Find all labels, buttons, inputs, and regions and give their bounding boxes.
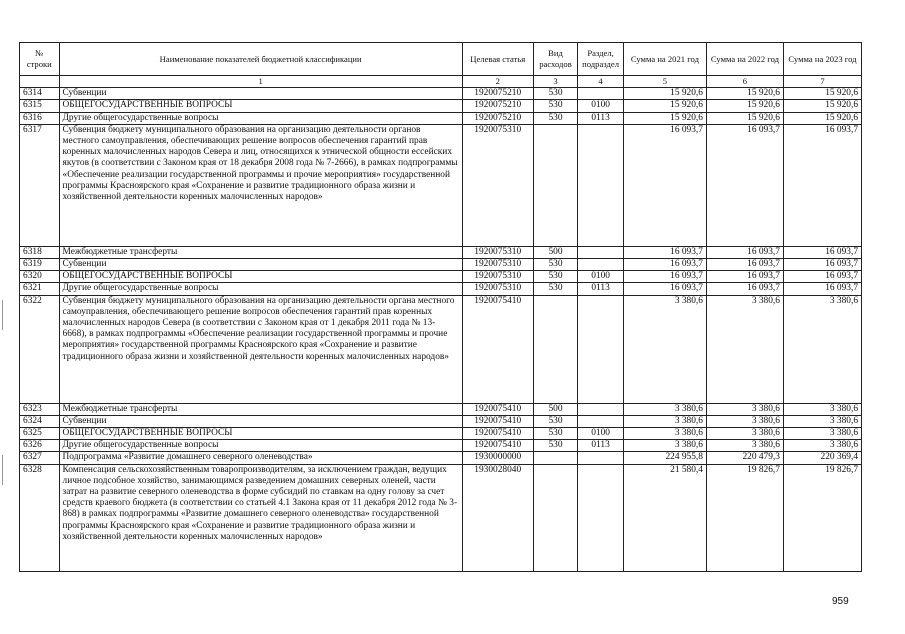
row-number: 6315: [20, 100, 60, 112]
row-sum-2023: 16 093,7: [783, 283, 861, 295]
table-row: [20, 452, 862, 464]
table-row: [20, 124, 862, 246]
row-section: [578, 246, 624, 258]
row-number: 6325: [20, 428, 60, 440]
row-number: 6324: [20, 415, 60, 427]
row-name: Межбюджетные трансферты: [59, 403, 462, 415]
row-sum-2022: 3 380,6: [706, 428, 783, 440]
row-expense-type: 530: [533, 259, 578, 271]
row-sum-2021: 16 093,7: [623, 246, 706, 258]
header-row: [20, 43, 862, 76]
row-section: [578, 415, 624, 427]
table-row: [20, 283, 862, 295]
row-expense-type: [533, 452, 578, 464]
row-expense-type: 530: [533, 428, 578, 440]
row-expense-type: 500: [533, 403, 578, 415]
row-sum-2022: 16 093,7: [706, 124, 783, 246]
row-target-article: 1920075210: [462, 88, 533, 100]
row-sum-2022: 16 093,7: [706, 246, 783, 258]
row-sum-2021: 3 380,6: [623, 403, 706, 415]
column-number: 2: [462, 76, 533, 88]
table-row: [20, 100, 862, 112]
table-row: [20, 415, 862, 427]
row-name: Субвенция бюджету муниципального образования на организацию деятельности органов местного самоуправления, обеспечивающих решение вопросов обеспечения гарантий прав коренных малочисленных народов Севера и лиц, относящихся к этнической общности ессейских якутов (в соответствии с Законом края от 18 декабря 2008 года № 7-2666), в рамках подпрограммы «Обеспечение реализации государственной программы и прочие мероприятия» государственной программы Красноярского края «Сохранение и развитие традиционного образа жизни и хозяйственной деятельности коренных малочисленных народов»: [59, 124, 462, 246]
row-target-article: 1920075210: [462, 112, 533, 124]
scan-margin-mark: [2, 455, 3, 485]
row-expense-type: 530: [533, 100, 578, 112]
row-target-article: 1920075410: [462, 403, 533, 415]
table-row: [20, 464, 862, 571]
row-number: 6317: [20, 124, 60, 246]
row-section: 0113: [578, 112, 624, 124]
row-name: Субвенции: [59, 88, 462, 100]
row-sum-2021: 3 380,6: [623, 428, 706, 440]
row-number: 6321: [20, 283, 60, 295]
row-number: 6323: [20, 403, 60, 415]
row-sum-2023: 15 920,6: [783, 112, 861, 124]
column-number: 5: [623, 76, 706, 88]
row-number: 6327: [20, 452, 60, 464]
row-sum-2023: 16 093,7: [783, 124, 861, 246]
row-section: [578, 259, 624, 271]
row-section: 0100: [578, 428, 624, 440]
row-sum-2022: 15 920,6: [706, 100, 783, 112]
row-sum-2023: 16 093,7: [783, 271, 861, 283]
row-sum-2021: 3 380,6: [623, 415, 706, 427]
row-number: 6328: [20, 464, 60, 571]
column-numbers-row: [20, 76, 862, 88]
column-number: [20, 76, 60, 88]
budget-table: [19, 42, 862, 572]
table-row: [20, 428, 862, 440]
column-number: 7: [783, 76, 861, 88]
row-sum-2022: 3 380,6: [706, 440, 783, 452]
row-target-article: 1920075310: [462, 259, 533, 271]
row-target-article: 1920075310: [462, 246, 533, 258]
row-name: Другие общегосударственные вопросы: [59, 440, 462, 452]
row-sum-2022: 16 093,7: [706, 259, 783, 271]
row-sum-2023: 16 093,7: [783, 246, 861, 258]
header-razdel: Раздел, подраздел: [578, 43, 624, 76]
row-section: [578, 452, 624, 464]
row-number: 6319: [20, 259, 60, 271]
row-section: [578, 124, 624, 246]
row-section: 0100: [578, 100, 624, 112]
row-name: Субвенции: [59, 415, 462, 427]
row-section: 0100: [578, 271, 624, 283]
row-section: [578, 88, 624, 100]
row-section: [578, 403, 624, 415]
scan-margin-mark: [2, 300, 3, 330]
row-expense-type: 530: [533, 440, 578, 452]
row-sum-2021: 15 920,6: [623, 112, 706, 124]
table-row: [20, 259, 862, 271]
table-body: [20, 88, 862, 571]
row-sum-2022: 15 920,6: [706, 112, 783, 124]
row-name: ОБЩЕГОСУДАРСТВЕННЫЕ ВОПРОСЫ: [59, 428, 462, 440]
row-sum-2021: 15 920,6: [623, 88, 706, 100]
row-sum-2023: 15 920,6: [783, 88, 861, 100]
row-expense-type: 530: [533, 271, 578, 283]
row-sum-2023: 3 380,6: [783, 295, 861, 403]
row-expense-type: 530: [533, 88, 578, 100]
row-sum-2022: 3 380,6: [706, 415, 783, 427]
row-number: 6316: [20, 112, 60, 124]
row-name: Межбюджетные трансферты: [59, 246, 462, 258]
row-sum-2023: 3 380,6: [783, 440, 861, 452]
row-section: [578, 295, 624, 403]
row-sum-2021: 16 093,7: [623, 124, 706, 246]
row-number: 6322: [20, 295, 60, 403]
row-target-article: 1920075310: [462, 124, 533, 246]
header-s2023: Сумма на 2023 год: [783, 43, 861, 76]
row-number: 6314: [20, 88, 60, 100]
row-sum-2023: 16 093,7: [783, 259, 861, 271]
row-sum-2023: 220 369,4: [783, 452, 861, 464]
row-sum-2021: 3 380,6: [623, 440, 706, 452]
row-section: [578, 464, 624, 571]
row-expense-type: [533, 295, 578, 403]
row-section: 0113: [578, 440, 624, 452]
row-number: 6326: [20, 440, 60, 452]
row-sum-2023: 3 380,6: [783, 403, 861, 415]
page-number: 959: [832, 596, 849, 607]
row-expense-type: 530: [533, 415, 578, 427]
table-row: [20, 440, 862, 452]
row-sum-2021: 15 920,6: [623, 100, 706, 112]
row-sum-2022: 3 380,6: [706, 295, 783, 403]
row-number: 6318: [20, 246, 60, 258]
row-sum-2022: 3 380,6: [706, 403, 783, 415]
header-target: Целевая статья: [462, 43, 533, 76]
row-sum-2021: 16 093,7: [623, 271, 706, 283]
row-name: ОБЩЕГОСУДАРСТВЕННЫЕ ВОПРОСЫ: [59, 271, 462, 283]
row-sum-2022: 15 920,6: [706, 88, 783, 100]
row-expense-type: [533, 464, 578, 571]
column-number: 3: [533, 76, 578, 88]
row-name: Другие общегосударственные вопросы: [59, 112, 462, 124]
row-name: Подпрограмма «Развитие домашнего северного оленеводства»: [59, 452, 462, 464]
row-name: Субвенции: [59, 259, 462, 271]
row-number: 6320: [20, 271, 60, 283]
row-expense-type: 500: [533, 246, 578, 258]
table-row: [20, 295, 862, 403]
row-name: Субвенция бюджету муниципального образования на организацию деятельности органа местного самоуправления, обеспечивающего решение вопросов обеспечения гарантий прав коренных малочисленных народов Севера (в соответствии с Законом края от 1 декабря 2011 года № 13-6668), в рамках подпрограммы «Обеспечение реализации государственной программы и прочие мероприятия» государственной программы Красноярского края «Сохранение и развитие традиционного образа жизни и хозяйственной деятельности коренных малочисленных народов»: [59, 295, 462, 403]
row-target-article: 1930000000: [462, 452, 533, 464]
row-sum-2023: 3 380,6: [783, 428, 861, 440]
row-sum-2022: 220 479,3: [706, 452, 783, 464]
row-sum-2022: 16 093,7: [706, 283, 783, 295]
row-target-article: 1920075310: [462, 283, 533, 295]
header-vid: Вид расходов: [533, 43, 578, 76]
header-s2022: Сумма на 2022 год: [706, 43, 783, 76]
row-sum-2022: 19 826,7: [706, 464, 783, 571]
row-target-article: 1920075410: [462, 295, 533, 403]
column-number: 4: [578, 76, 624, 88]
header-name: Наименование показателей бюджетной классификации: [59, 43, 462, 76]
table-row: [20, 112, 862, 124]
row-sum-2023: 15 920,6: [783, 100, 861, 112]
row-expense-type: 530: [533, 112, 578, 124]
row-target-article: 1920075410: [462, 415, 533, 427]
row-sum-2021: 16 093,7: [623, 283, 706, 295]
row-expense-type: 530: [533, 283, 578, 295]
row-sum-2021: 224 955,8: [623, 452, 706, 464]
row-sum-2023: 19 826,7: [783, 464, 861, 571]
row-expense-type: [533, 124, 578, 246]
table-row: [20, 403, 862, 415]
table-row: [20, 246, 862, 258]
row-sum-2021: 16 093,7: [623, 259, 706, 271]
header-num: № строки: [20, 43, 60, 76]
row-name: ОБЩЕГОСУДАРСТВЕННЫЕ ВОПРОСЫ: [59, 100, 462, 112]
row-sum-2022: 16 093,7: [706, 271, 783, 283]
column-number: 6: [706, 76, 783, 88]
row-name: Компенсация сельскохозяйственным товаропроизводителям, за исключением граждан, ведущих личное подсобное хозяйство, занимающимся разведением домашних северных оленей, части затрат на развитие северного оленеводства в форме субсидий по ставкам на одну голову за счет средств краевого бюджета (в соответствии со статьей 4.1 Закона края от 11 декабря 2012 года № 3-868) в рамках подпрограммы «Развитие домашнего северного оленеводства» государственной программы Красноярского края «Сохранение и развитие традиционного образа жизни и хозяйственной деятельности коренных малочисленных народов»: [59, 464, 462, 571]
header-s2021: Сумма на 2021 год: [623, 43, 706, 76]
row-sum-2021: 3 380,6: [623, 295, 706, 403]
row-target-article: 1920075310: [462, 271, 533, 283]
row-sum-2021: 21 580,4: [623, 464, 706, 571]
table-row: [20, 88, 862, 100]
row-target-article: 1930028040: [462, 464, 533, 571]
row-name: Другие общегосударственные вопросы: [59, 283, 462, 295]
row-target-article: 1920075210: [462, 100, 533, 112]
column-number: 1: [59, 76, 462, 88]
row-section: 0113: [578, 283, 624, 295]
table-row: [20, 271, 862, 283]
row-sum-2023: 3 380,6: [783, 415, 861, 427]
row-target-article: 1920075410: [462, 440, 533, 452]
row-target-article: 1920075410: [462, 428, 533, 440]
